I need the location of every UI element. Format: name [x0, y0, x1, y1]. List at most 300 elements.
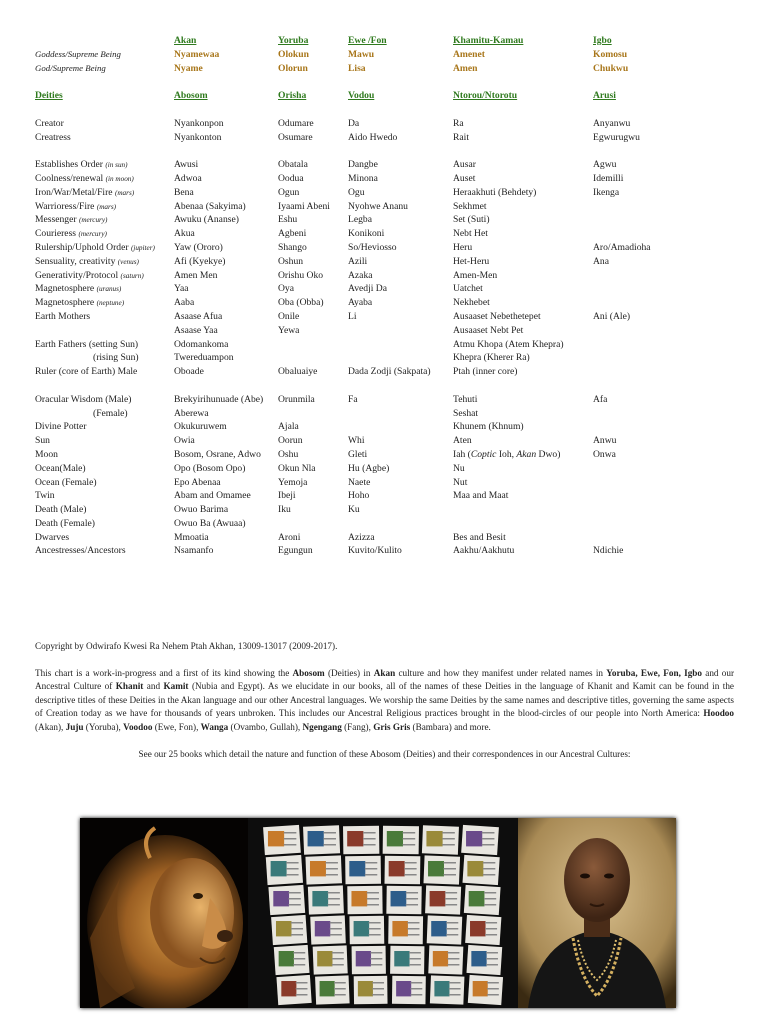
- book-cover: [308, 885, 344, 914]
- emphasized-term: Hoodoo: [703, 708, 734, 719]
- row-label-text: Death (Male): [35, 504, 87, 516]
- supreme-being-row: [35, 48, 755, 62]
- deity-name: Owia: [174, 435, 195, 447]
- book-cover: [428, 945, 463, 974]
- row-label: [35, 227, 107, 242]
- deity-name: Adwoa: [174, 172, 202, 184]
- row-label: [35, 131, 71, 145]
- book-cover: [461, 825, 499, 855]
- deity-name: Awuku (Ananse): [174, 214, 239, 226]
- deity-row: [35, 296, 755, 310]
- deity-name: Aro/Amadioha: [593, 241, 651, 253]
- planet-tag: (in moon): [105, 174, 134, 183]
- deity-name: Li: [348, 310, 357, 322]
- deity-name: Obatala: [278, 159, 308, 171]
- row-label-text: Death (Female): [35, 517, 95, 529]
- deity-row: [35, 310, 755, 324]
- book-cover: [345, 856, 381, 884]
- row-label: [35, 517, 95, 531]
- row-label-text: Twin: [35, 490, 55, 502]
- row-label: [35, 448, 58, 462]
- deity-name: Agwu: [593, 159, 617, 171]
- deity-name: Aakhu/Aakhutu: [453, 545, 515, 557]
- deity-row: [35, 269, 755, 283]
- culture-header-row: [35, 34, 755, 48]
- book-cover: [313, 945, 348, 974]
- deity-row: [35, 213, 755, 227]
- culture-header: Khamitu-Kamau: [453, 35, 524, 46]
- book-cover: [466, 945, 502, 975]
- deity-name: Orunmila: [278, 393, 315, 405]
- deity-row: [35, 324, 755, 338]
- deity-name: Heru: [453, 241, 473, 253]
- spacer-row: [35, 75, 755, 89]
- deity-name: Ausaaset Nebt Pet: [453, 324, 524, 336]
- deity-name: Legba: [348, 214, 372, 226]
- deity-row: [35, 282, 755, 296]
- group-header: Orisha: [278, 90, 307, 102]
- deity-name: Maa and Maat: [453, 490, 509, 502]
- book-cover: [315, 975, 350, 1004]
- deity-row: [35, 117, 755, 131]
- deity-name: Naete: [348, 476, 371, 488]
- emphasized-term: Khanit: [115, 681, 144, 692]
- deity-name: Opo (Bosom Opo): [174, 462, 246, 474]
- book-cover: [310, 915, 346, 944]
- book-cover: [349, 916, 384, 944]
- row-label: [35, 158, 128, 173]
- deity-name: Aroni: [278, 531, 301, 543]
- description-text: (Deities) in: [324, 667, 374, 678]
- deity-name: Asaase Yaa: [174, 324, 218, 336]
- row-label: [35, 462, 86, 476]
- deity-row: [35, 503, 755, 517]
- deity-name-italic: Akan: [516, 448, 537, 460]
- row-label-text: Oracular Wisdom (Male): [35, 393, 132, 405]
- book-cover: [271, 915, 307, 945]
- deity-row: [35, 158, 755, 172]
- deity-name: Nu: [453, 462, 465, 474]
- deity-row: [35, 172, 755, 186]
- deity-row: [35, 255, 755, 269]
- author-portrait-photo: [518, 818, 676, 1008]
- book-cover: [390, 946, 424, 974]
- deity-name: Owuo Ba (Awuaa): [174, 517, 246, 529]
- planet-tag: (mars): [96, 202, 117, 211]
- emphasized-term: Juju: [65, 721, 84, 732]
- supreme-being-name: Lisa: [348, 62, 366, 74]
- deity-name: Oboade: [174, 366, 204, 378]
- row-label: Goddess/Supreme Being: [35, 48, 121, 59]
- deity-name: Ra: [453, 117, 464, 129]
- deity-name: Onile: [278, 310, 300, 322]
- row-label: [35, 476, 97, 490]
- description-text: and our Ancestral Culture of: [35, 667, 735, 692]
- deity-row: [35, 517, 755, 531]
- lion-photo: [80, 818, 248, 1008]
- description-text: and: [143, 681, 164, 692]
- deity-name: Khepra (Kherer Ra): [453, 352, 530, 364]
- deity-name: Ausaaset Nebethetepet: [453, 310, 541, 322]
- deity-name: Egwurugwu: [593, 131, 640, 143]
- book-cover: [423, 855, 460, 884]
- group-header-row: [35, 89, 755, 103]
- row-label-text: Messenger: [35, 214, 77, 226]
- deity-name: Ayaba: [348, 297, 373, 309]
- book-cover: [347, 886, 382, 914]
- deity-name: Ibeji: [278, 490, 296, 502]
- deity-name: Azizza: [348, 531, 375, 543]
- deity-row: [35, 434, 755, 448]
- book-cover: [276, 975, 311, 1005]
- book-cover: [305, 855, 342, 884]
- supreme-being-name: Amen: [453, 62, 478, 74]
- row-label: [35, 255, 139, 270]
- book-cover: [383, 826, 419, 854]
- row-label: [35, 117, 64, 131]
- emphasized-term: Voodoo: [123, 721, 153, 732]
- deity-name: Iyaami Abeni: [278, 200, 330, 212]
- deity-name: Onwa: [593, 448, 616, 460]
- deity-name: Heraakhuti (Behdety): [453, 186, 537, 198]
- description-text: (Ewe, Fon),: [152, 721, 201, 732]
- book-cover: [462, 855, 499, 885]
- row-label-text: Earth Fathers (setting Sun): [35, 338, 139, 350]
- group-header: Abosom: [174, 90, 208, 102]
- deity-name: Seshat: [453, 407, 479, 419]
- deity-correspondence-table: [35, 34, 755, 558]
- deity-name: Abenaa (Sakyima): [174, 200, 246, 212]
- supreme-being-name: Olokun: [278, 48, 309, 60]
- deity-name: Yaw (Ororo): [174, 241, 223, 253]
- row-label-text: Dwarves: [35, 531, 70, 543]
- deity-name: Aten: [453, 435, 472, 447]
- books-collage-photo: [248, 818, 518, 1008]
- deity-name: Ajala: [278, 421, 299, 433]
- row-label: [35, 434, 50, 448]
- row-label: [35, 269, 144, 284]
- deity-name: Dada Zodji (Sakpata): [348, 366, 431, 378]
- planet-tag: (in sun): [105, 161, 128, 170]
- description-text: (Yoruba),: [83, 721, 124, 732]
- deity-name: Twereduampon: [174, 352, 234, 364]
- row-label-text: Magnetosphere: [35, 297, 95, 309]
- book-cover: [427, 915, 463, 944]
- row-label: [35, 186, 134, 201]
- deity-name: Nsamanfo: [174, 545, 214, 557]
- culture-header: Igbo: [593, 35, 612, 46]
- planet-tag: (jupiter): [130, 243, 155, 252]
- deity-name: Obaluaiye: [278, 366, 318, 378]
- deity-name: Epo Abenaa: [174, 476, 221, 488]
- emphasized-term: Gris Gris: [373, 721, 411, 732]
- deity-name: Avedji Da: [348, 283, 387, 295]
- deity-name: Afi (Kyekye): [174, 255, 226, 267]
- deity-name: Egungun: [278, 545, 313, 557]
- row-label-text: Courieress: [35, 228, 77, 240]
- book-cover: [352, 946, 386, 974]
- row-label-text: Ruler (core of Earth) Male: [35, 366, 138, 378]
- deity-name: Oshun: [278, 255, 304, 267]
- deity-name: Anyanwu: [593, 117, 631, 129]
- row-label: [93, 407, 128, 421]
- deity-name: Akua: [174, 228, 195, 240]
- deity-name: Anwu: [593, 435, 617, 447]
- deity-name: Osumare: [278, 131, 313, 143]
- emphasized-term: Yoruba, Ewe, Fon, Igbo: [606, 667, 702, 678]
- deity-name: Ptah (inner core): [453, 366, 518, 378]
- deity-name: Oshu: [278, 448, 299, 460]
- culture-header: Yoruba: [278, 35, 309, 46]
- deity-name: Ogu: [348, 186, 365, 198]
- deity-name: Yewa: [278, 324, 300, 336]
- row-label-text: Divine Potter: [35, 421, 87, 433]
- deity-name: Sekhmet: [453, 200, 487, 212]
- deity-name: Bosom, Osrane, Adwo: [174, 448, 261, 460]
- planet-tag: (neptune): [96, 299, 125, 308]
- deity-name: Eshu: [278, 214, 298, 226]
- deity-name: Fa: [348, 393, 358, 405]
- deity-row: [35, 200, 755, 214]
- spacer-row: [35, 103, 755, 117]
- supreme-being-name: Amenet: [453, 48, 485, 60]
- deity-row: [35, 365, 755, 379]
- supreme-being-name: Komosu: [593, 48, 628, 60]
- deity-name: Konikoni: [348, 228, 385, 240]
- deity-row: [35, 338, 755, 352]
- row-label: [35, 282, 121, 297]
- deity-name: Oba (Obba): [278, 297, 324, 309]
- supreme-being-name: Chukwu: [593, 62, 629, 74]
- spacer-row: [35, 379, 755, 393]
- culture-header: Akan: [174, 35, 197, 46]
- deity-name: Amen-Men: [453, 269, 498, 281]
- book-cover: [388, 916, 423, 944]
- book-cover: [268, 885, 305, 915]
- emphasized-term: Wanga: [200, 721, 229, 732]
- description-text: (Nubia and Egypt). As we elucidate in our books, all of the names of these Deities in the language of Khanit and Kamit can be found in the descriptive titles of these Deities in the Akan language and our other Ancestral languages. We worship the same Deities by the same names and descriptive titles, governing the same aspects of Creation today as we have for thousands of years unbroken. This includes our Ancestral Religious practices brought in the blood-circles of our people into North America:: [35, 681, 734, 719]
- deity-name: Orishu Oko: [278, 269, 324, 281]
- book-cover: [303, 825, 340, 854]
- deity-name: Idemilli: [593, 172, 624, 184]
- book-cover: [425, 885, 461, 914]
- row-label-text: Ocean (Female): [35, 476, 97, 488]
- deity-row: [35, 131, 755, 145]
- book-cover: [266, 855, 303, 885]
- description-text: (Akan),: [35, 721, 66, 732]
- row-label: [35, 296, 124, 311]
- row-label-text: Magnetosphere: [35, 283, 95, 295]
- row-label-text: Rulership/Uphold Order: [35, 241, 129, 253]
- deity-name: Het-Heru: [453, 255, 490, 267]
- row-label-text: Generativity/Protocol: [35, 269, 119, 281]
- deity-name: Oorun: [278, 435, 303, 447]
- description-text: (Ovambo, Gullah),: [228, 721, 303, 732]
- row-label-text: Ancestresses/Ancestors: [35, 545, 126, 557]
- row-label: [35, 489, 55, 503]
- deity-name: Ausar: [453, 159, 476, 171]
- books-banner-image: [80, 818, 676, 1008]
- row-label: [35, 503, 86, 517]
- group-header: Deities: [35, 90, 63, 102]
- chart-description: [35, 667, 734, 735]
- deity-row: [35, 186, 755, 200]
- row-label-text: Coolness/renewal: [35, 172, 104, 184]
- book-cover: [354, 976, 388, 1004]
- deity-name: Whi: [348, 435, 365, 447]
- row-label: [35, 338, 138, 352]
- deity-name: Bena: [174, 186, 194, 198]
- row-label-text: Warrioress/Fire: [35, 200, 95, 212]
- deity-name: Azili: [348, 255, 368, 267]
- deity-name: So/Heviosso: [348, 241, 397, 253]
- deity-name: Ani (Ale): [593, 310, 631, 322]
- row-label-text: (Female): [93, 407, 128, 419]
- emphasized-term: Ngengang: [302, 721, 342, 732]
- deity-name: Nyankonpon: [174, 117, 224, 129]
- deity-name: Amen Men: [174, 269, 218, 281]
- deity-name: Owuo Barima: [174, 504, 229, 516]
- description-text: culture and how they manifest under related names in: [395, 667, 607, 678]
- row-label: [35, 200, 116, 215]
- deity-name: Minona: [348, 172, 378, 184]
- description-text: This chart is a work-in-progress and a first of its kind showing the: [35, 667, 293, 678]
- deity-name: Da: [348, 117, 360, 129]
- deity-row: [35, 241, 755, 255]
- row-label-text: Creator: [35, 117, 64, 129]
- supreme-being-name: Olorun: [278, 62, 308, 74]
- deity-name: Odumare: [278, 117, 314, 129]
- spacer-row: [35, 144, 755, 158]
- deity-name: Hu (Agbe): [348, 462, 390, 474]
- deity-name: Oya: [278, 283, 294, 295]
- row-label-text: Sun: [35, 435, 50, 447]
- deity-row: [35, 448, 755, 462]
- deity-name: Rait: [453, 131, 469, 143]
- planet-tag: (mars): [114, 188, 135, 197]
- deity-row: [35, 476, 755, 490]
- book-cover: [468, 975, 503, 1005]
- deity-name: Dangbe: [348, 159, 378, 171]
- deity-name: Set (Suti): [453, 214, 490, 226]
- deity-name: Nebt Het: [453, 228, 488, 240]
- deity-name: Khunem (Khnum): [453, 421, 524, 433]
- book-cover: [263, 825, 301, 855]
- row-label: [35, 172, 134, 187]
- deity-row: [35, 489, 755, 503]
- deity-name: Atmu Khopa (Atem Khepra): [453, 338, 564, 350]
- planet-tag: (saturn): [120, 271, 144, 280]
- deity-name: Bes and Besit: [453, 531, 506, 543]
- book-cover: [465, 915, 501, 945]
- deity-name: Ana: [593, 255, 609, 267]
- deity-name: Iah (Coptic Ioh, Akan Dwo): [453, 448, 561, 460]
- deity-row: [35, 420, 755, 434]
- deity-row: [35, 407, 755, 421]
- deity-name: Nyohwe Ananu: [348, 200, 408, 212]
- deity-name: Yaa: [174, 283, 189, 295]
- emphasized-term: Abosom: [292, 667, 325, 678]
- deity-name: Yemoja: [278, 476, 308, 488]
- deity-name: Abam and Omamee: [174, 490, 251, 502]
- deity-name: Nyankonton: [174, 131, 222, 143]
- deity-name: Agbeni: [278, 228, 307, 240]
- deity-name: Okun Nla: [278, 462, 316, 474]
- row-label: [35, 393, 131, 407]
- deity-row: [35, 227, 755, 241]
- deity-row: [35, 544, 755, 558]
- book-cover: [386, 886, 421, 914]
- deity-name: Aberewa: [174, 407, 209, 419]
- deity-name: Tehuti: [453, 393, 478, 405]
- planet-tag: (mercury): [78, 230, 107, 239]
- culture-header: Ewe /Fon: [348, 35, 387, 46]
- deity-name: Shango: [278, 241, 307, 253]
- deity-row: [35, 393, 755, 407]
- book-cover: [343, 826, 379, 854]
- row-label-text: Iron/War/Metal/Fire: [35, 186, 113, 198]
- deity-name: Ndichie: [593, 545, 624, 557]
- books-reference: See our 25 books which detail the nature and function of these Abosom (Deities) and their correspondences in our Ancestral Cultures:: [138, 748, 631, 759]
- deity-name: Nut: [453, 476, 468, 488]
- deity-name: Awusi: [174, 159, 199, 171]
- group-header: Arusi: [593, 90, 616, 102]
- row-label-text: Moon: [35, 448, 58, 460]
- deity-name: Kuvito/Kulito: [348, 545, 402, 557]
- row-label-text: Ocean(Male): [35, 462, 86, 474]
- row-label-text: Creatress: [35, 131, 71, 143]
- row-label-text: Establishes Order: [35, 159, 103, 171]
- group-header: Vodou: [348, 90, 375, 102]
- row-label: [35, 241, 155, 256]
- deity-name: Ikenga: [593, 186, 620, 198]
- supreme-being-row: [35, 62, 755, 76]
- row-label-text: Sensuality, creativity: [35, 255, 116, 267]
- deity-name: Ogun: [278, 186, 300, 198]
- deity-name: Mmoatia: [174, 531, 209, 543]
- deity-name: Brekyirihunuade (Abe): [174, 393, 264, 405]
- deity-name: Ku: [348, 504, 360, 516]
- book-cover: [422, 825, 459, 854]
- book-cover: [392, 976, 426, 1004]
- copyright-notice: Copyright by Odwirafo Kwesi Ra Nehem Ptah Akhan, 13009-13017 (2009-2017).: [35, 641, 338, 651]
- description-text: (Fang),: [341, 721, 374, 732]
- planet-tag: (venus): [117, 257, 139, 266]
- description-text: (Bambara) and more.: [410, 721, 491, 732]
- row-label: God/Supreme Being: [35, 62, 106, 73]
- emphasized-term: Kamit: [163, 681, 189, 692]
- row-label: [35, 310, 90, 324]
- book-cover: [430, 975, 465, 1004]
- deity-name-italic: Coptic: [470, 448, 497, 460]
- deity-name: Asaase Afua: [174, 310, 223, 322]
- planet-tag: (mercury): [78, 216, 108, 225]
- deity-name: Uatchet: [453, 283, 483, 295]
- deity-name: Aaba: [174, 297, 195, 309]
- deity-name: Aido Hwedo: [348, 131, 398, 143]
- deity-name: Gleti: [348, 448, 368, 460]
- row-label: [35, 420, 86, 434]
- supreme-being-name: Nyamewaa: [174, 48, 220, 60]
- row-label: [93, 351, 139, 365]
- deity-name: Odomankoma: [174, 338, 229, 350]
- book-cover: [464, 885, 501, 915]
- group-header: Ntorou/Ntorotu: [453, 90, 518, 102]
- row-label: [35, 213, 107, 228]
- row-label-text: Earth Mothers: [35, 310, 91, 322]
- deity-name: Azaka: [348, 269, 373, 281]
- deity-name: Oodua: [278, 172, 304, 184]
